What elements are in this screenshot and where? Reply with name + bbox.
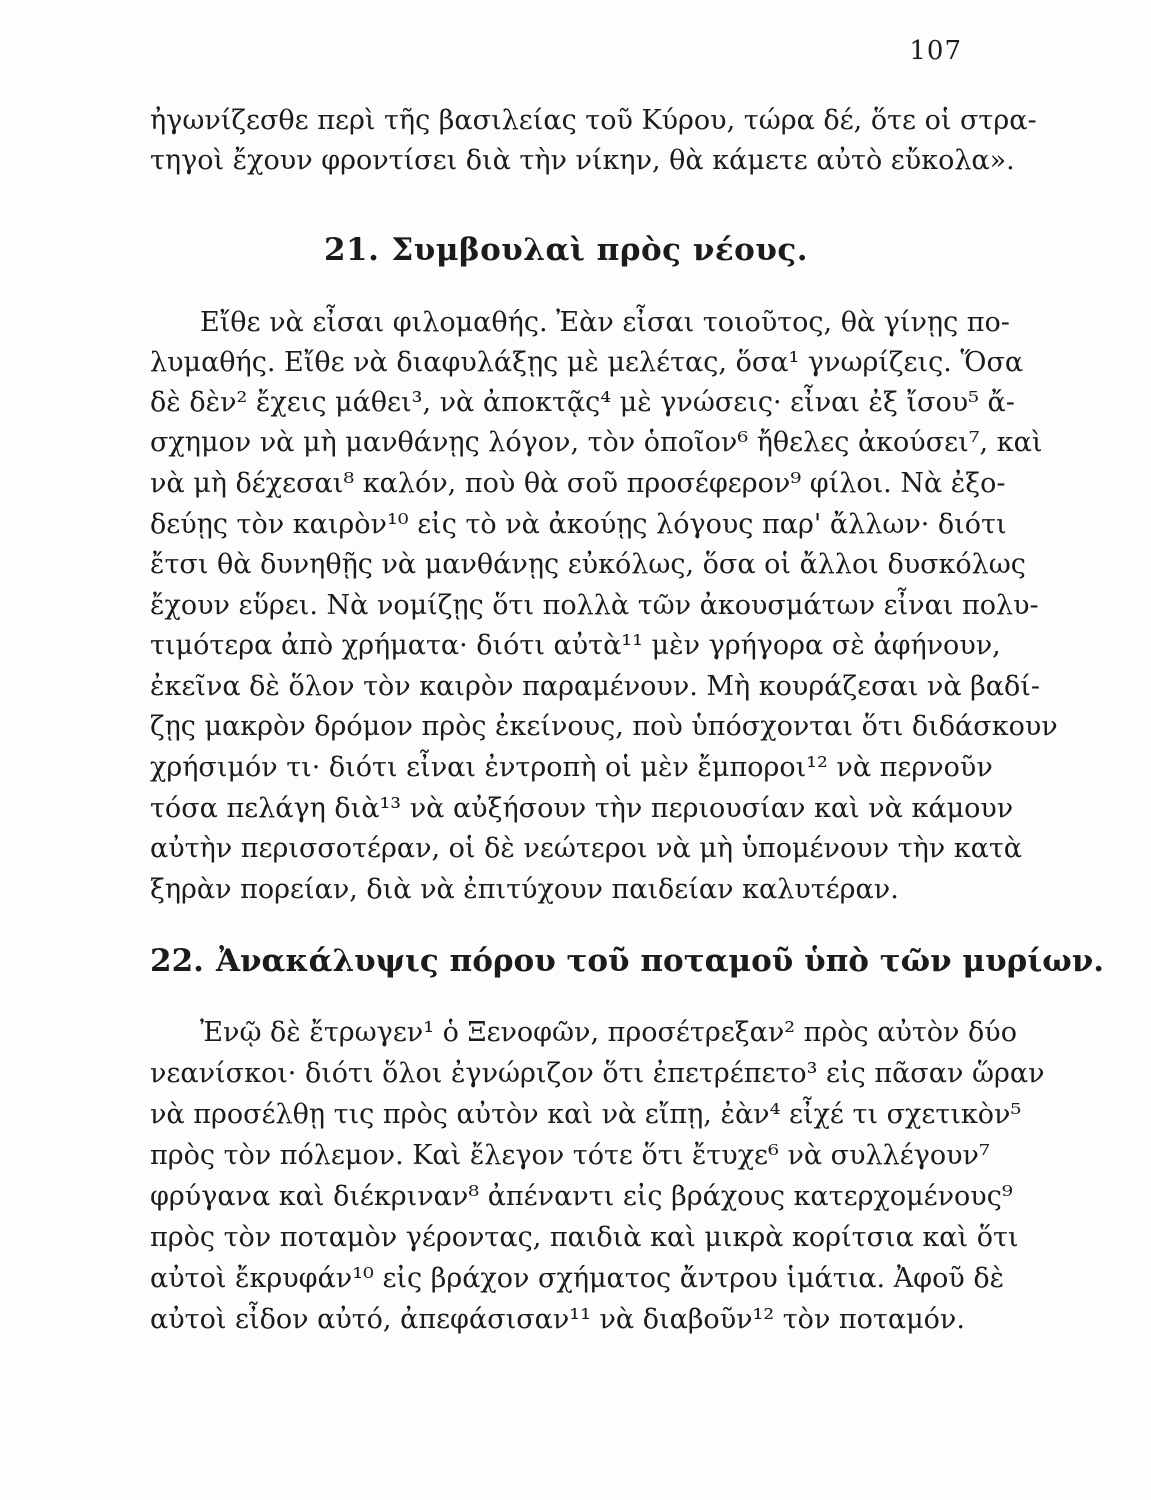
text-line: νὰ προσέλθῃ τις πρὸς αὐτὸν καὶ νὰ εἴπῃ, ἐὰν⁴ εἶχέ τι σχετικὸν⁵ xyxy=(150,1099,1022,1130)
text-line: ἠγωνίζεσθε περὶ τῆς βασιλείας τοῦ Κύρου, τώρα δέ, ὅτε οἱ στρα- xyxy=(150,105,1037,136)
section-title: Ἀνακάλυψις πόρου τοῦ ποταμοῦ ὑπὸ τῶν μυρίων. xyxy=(215,943,1105,979)
text-line: χρήσιμόν τι· διότι εἶναι ἐντροπὴ οἱ μὲν ἔμποροι¹² νὰ περνοῦν xyxy=(150,752,993,783)
text-line: λυμαθής. Εἴθε νὰ διαφυλάξῃς μὲ μελέτας, ὅσα¹ γνωρίζεις. Ὅσα xyxy=(150,347,1024,378)
section-number: 22. xyxy=(150,943,204,979)
text-line: Ἐνῷ δὲ ἔτρωγεν¹ ὁ Ξενοφῶν, προσέτρεξαν² πρὸς αὐτὸν δύο xyxy=(200,1017,1017,1048)
text-line: σχημον νὰ μὴ μανθάνῃς λόγον, τὸν ὁποῖον⁶ ἤθελες ἀκούσει⁷, καὶ xyxy=(150,427,1043,458)
text-line: νὰ μὴ δέχεσαι⁸ καλόν, ποὺ θὰ σοῦ προσέφερον⁹ φίλοι. Νὰ ἐξο- xyxy=(150,468,1006,499)
text-line: δεύῃς τὸν καιρὸν¹⁰ εἰς τὸ νὰ ἀκούῃς λόγους παρ' ἄλλων· διότι xyxy=(150,509,1007,540)
text-line: τόσα πελάγη διὰ¹³ νὰ αὐξήσουν τὴν περιουσίαν καὶ νὰ κάμουν xyxy=(150,793,1014,824)
text-line: Εἴθε νὰ εἶσαι φιλομαθής. Ἐὰν εἶσαι τοιοῦτος, θὰ γίνῃς πο- xyxy=(200,307,1010,338)
text-line: πρὸς τὸν πόλεμον. Καὶ ἔλεγον τότε ὅτι ἔτυχε⁶ νὰ συλλέγουν⁷ xyxy=(150,1140,990,1171)
text-line: αὐτοὶ εἶδον αὐτό, ἀπεφάσισαν¹¹ νὰ διαβοῦν¹² τὸν ποταμόν. xyxy=(150,1304,965,1335)
text-line: ἔχουν εὕρει. Νὰ νομίζῃς ὅτι πολλὰ τῶν ἀκουσμάτων εἶναι πολυ- xyxy=(150,590,1039,621)
text-line: νεανίσκοι· διότι ὅλοι ἐγνώριζον ὅτι ἐπετρέπετο³ εἰς πᾶσαν ὥραν xyxy=(150,1058,1045,1089)
section-number: 21. xyxy=(323,232,380,268)
text-line: δὲ δὲν² ἔχεις μάθει³, νὰ ἀποκτᾷς⁴ μὲ γνώσεις· εἶναι ἐξ ἴσου⁵ ἄ- xyxy=(150,387,1015,418)
text-line: φρύγανα καὶ διέκριναν⁸ ἀπέναντι εἰς βράχους κατερχομένους⁹ xyxy=(150,1181,1013,1212)
text-line: πρὸς τὸν ποταμὸν γέροντας, παιδιὰ καὶ μικρὰ κορίτσια καὶ ὅτι xyxy=(150,1222,1019,1253)
section-title: Συμβουλαὶ πρὸς νέους. xyxy=(391,232,809,268)
text-line: ζῃς μακρὸν δρόμον πρὸς ἐκείνους, ποὺ ὑπόσχονται ὅτι διδάσκουν xyxy=(150,711,1058,742)
page-number: 107 xyxy=(909,36,962,66)
text-line: αὐτὴν περισσοτέραν, οἱ δὲ νεώτεροι νὰ μὴ ὑπομένουν τὴν κατὰ xyxy=(150,833,1023,864)
text-line: ἐκεῖνα δὲ ὅλον τὸν καιρὸν παραμένουν. Μὴ κουράζεσαι νὰ βαδί- xyxy=(150,671,1040,702)
text-line: τηγοὶ ἔχουν φροντίσει διὰ τὴν νίκην, θὰ κάμετε αὐτὸ εὔκολα». xyxy=(150,145,1015,176)
text-line: ἔτσι θὰ δυνηθῇς νὰ μανθάνῃς εὐκόλως, ὅσα οἱ ἄλλοι δυσκόλως xyxy=(150,549,1026,580)
section-22-heading xyxy=(150,943,1105,979)
text-line: τιμότερα ἀπὸ χρήματα· διότι αὐτὰ¹¹ μὲν γρήγορα σὲ ἀφήνουν, xyxy=(150,630,1001,661)
section-21-heading xyxy=(150,232,982,268)
text-line: ξηρὰν πορείαν, διὰ νὰ ἐπιτύχουν παιδείαν καλυτέραν. xyxy=(150,874,899,905)
text-line: αὐτοὶ ἔκρυφάν¹⁰ εἰς βράχον σχήματος ἄντρου ἱμάτια. Ἀφοῦ δὲ xyxy=(150,1263,1005,1294)
